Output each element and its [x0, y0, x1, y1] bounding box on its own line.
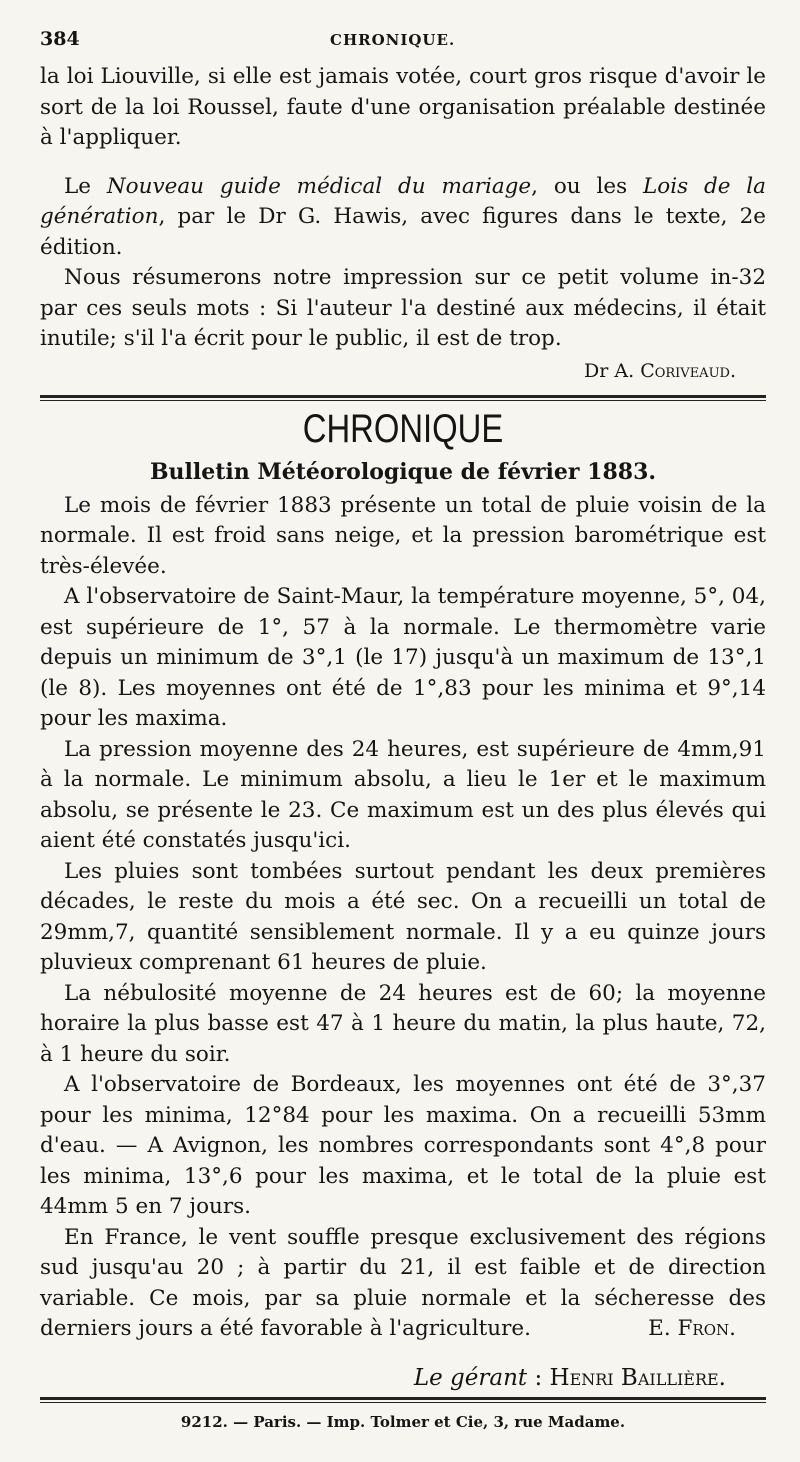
running-head [40, 28, 766, 62]
imprint-line: 9212. — Paris. — Imp. Tolmer et Cie, 3, rue Madame. [180, 1412, 626, 1431]
section-title: CHRONIQUE [302, 406, 504, 451]
chronique-paragraph-7: En France, le vent souffle presque exclusivement des régions sud jusqu'au 20 ; à partir du 21, il est faible et de direction variable. Ce mois, par sa pluie normale et la sécheresse des derniers jours a été favorable à l'agriculture. E. Fron. [40, 1223, 766, 1345]
review-paragraph-3: Nous résumerons notre impression sur ce petit volume in-32 par ces seuls mots : Si l'auteur l'a destiné aux médecins, il était inutile; s'il l'a écrit pour le public, il est de trop. [40, 265, 766, 351]
chronique-paragraph-6: A l'observatoire de Bordeaux, les moyennes ont été de 3°,37 pour les minima, 12°84 pour les maxima. On a recueilli 53mm d'eau. — A Avignon, les nombres correspondants sont 4°,8 pour les minima, 13°,6 pour les maxima, et le total de la pluie est 44mm 5 en 7 jours. [40, 1072, 766, 1219]
gerant-name: Henri Baillière. [549, 1364, 726, 1391]
page-number: 384 [40, 28, 80, 50]
chronique-paragraph-3: La pression moyenne des 24 heures, est supérieure de 4mm,91 à la normale. Le minimum absolu, a lieu le 1er et le maximum absolu, se présente le 23. Ce maximum est un des plus élevés qui aient été constatés jusqu'ici. [40, 736, 766, 853]
chronique-paragraph-4: Les pluies sont tombées surtout pendant les deux premières décades, le reste du mois a été sec. On a recueilli un total de 29mm,7, quantité sensiblement normale. Il y a eu quinze jours pluvieux comprenant 61 heures de pluie. [40, 858, 766, 975]
bulletin-title: Bulletin Météorologique de février 1883. [149, 458, 657, 485]
chronique-paragraph-1: Le mois de février 1883 présente un total de pluie voisin de la normale. Il est froid sans neige, et la pression barométrique est très-élevée. [40, 492, 766, 579]
section-divider [40, 395, 766, 401]
review-paragraph-2: Le Nouveau guide médical du mariage, ou les Lois de la génération, par le Dr G. Hawis, avec figures dans le texte, 2e édition. [40, 173, 767, 260]
chronique-signature: E. Fron. [648, 1316, 736, 1341]
gerant-line: Le gérant : Henri Baillière. [413, 1364, 726, 1391]
running-title: CHRONIQUE. [330, 31, 456, 49]
book-title: Nouveau guide médical du mariage [106, 173, 532, 199]
book-subtitle: Lois de la génération [40, 173, 767, 229]
chronique-paragraph-5: La nébulosité moyenne de 24 heures est de 60; la moyenne horaire la plus basse est 47 à 1 heure du matin, la plus haute, 72, à 1 heure du soir. [40, 980, 766, 1067]
review-signature: Dr A. Coriveaud. [584, 359, 736, 382]
chronique-paragraph-2: A l'observatoire de Saint-Maur, la température moyenne, 5°, 04, est supérieure de 1°, 57 à la normale. Le thermomètre varie depuis un minimum de 3°,1 (le 17) jusqu'à un maximum de 13°,1 (le 8). Les moyennes ont été de 1°,83 pour les minima et 9°,14 pour les maxima. [40, 584, 766, 731]
footer-divider [40, 1397, 766, 1403]
review-paragraph-1: la loi Liouville, si elle est jamais votée, court gros risque d'avoir le sort de la loi Roussel, faute d'une organisation préalable destinée à l'appliquer. [40, 64, 766, 150]
